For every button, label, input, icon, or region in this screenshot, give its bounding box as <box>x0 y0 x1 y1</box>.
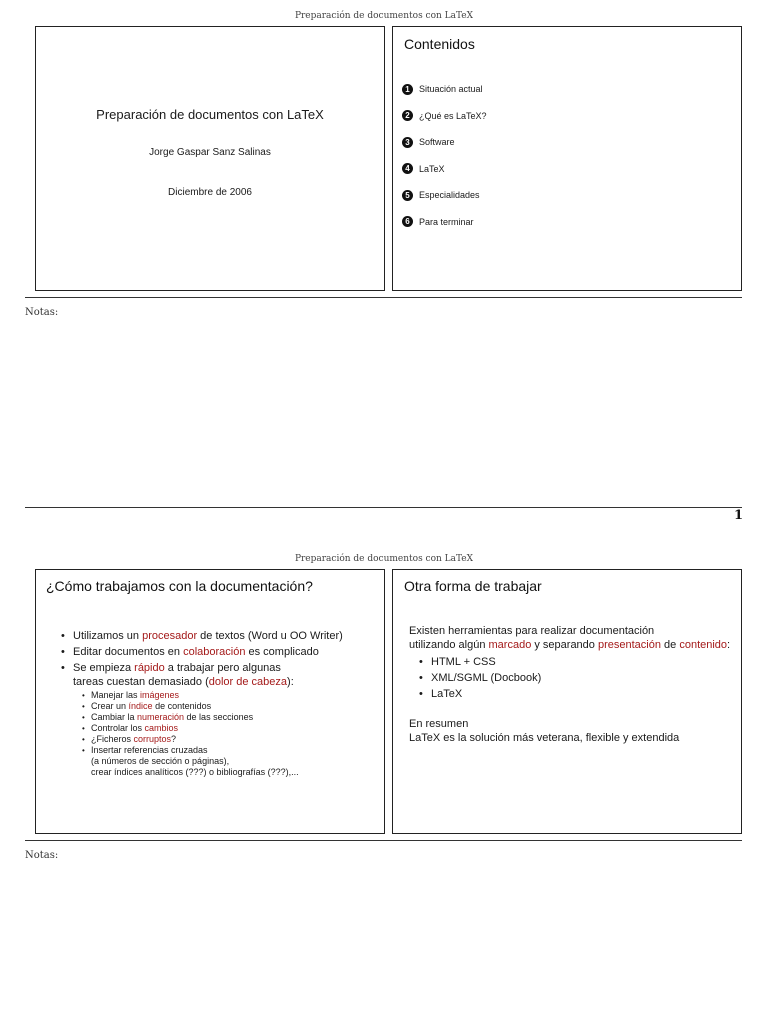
list-item: • LaTeX <box>417 687 717 701</box>
toc-label: LaTeX <box>419 163 445 174</box>
summary-body: LaTeX es la solución más veterana, flexible y extendida <box>409 732 680 744</box>
list-item: • Cambiar la numeración de las secciones <box>81 712 379 723</box>
toc-label: Software <box>419 137 455 147</box>
toc-label: Situación actual <box>419 84 483 94</box>
intro-text: Existen herramientas para realizar documentación utilizando algún marcado y separando presentación de contenido: <box>409 625 731 651</box>
page-bottom-divider <box>25 507 742 508</box>
number-badge: 4 <box>402 163 413 174</box>
list-item: • Crear un índice de contenidos <box>81 701 379 712</box>
slide-title: ¿Cómo trabajamos con la documentación? <box>46 578 313 594</box>
toc-item[interactable] <box>402 135 487 149</box>
list-item: • Insertar referencias cruzadas (a números de sección o páginas), crear índices analíticos (???) o bibliografías (???),... <box>81 745 379 778</box>
title-slide <box>35 26 385 291</box>
notes-label: Notas: <box>25 850 59 861</box>
sub-list <box>81 690 379 778</box>
date: Diciembre de 2006 <box>168 187 252 198</box>
list-item: • ¿Ficheros corruptos? <box>81 734 379 745</box>
summary-title: En resumen <box>409 718 469 730</box>
toc-item[interactable] <box>402 215 487 229</box>
number-badge: 6 <box>402 216 413 227</box>
page-header: Preparación de documentos con LaTeX <box>294 11 474 21</box>
presentation-title: Preparación de documentos con LaTeX <box>96 107 324 122</box>
bullet-list <box>59 629 379 778</box>
slide-title: Contenidos <box>404 36 475 52</box>
how-we-work-slide <box>35 569 385 834</box>
tools-list <box>417 655 717 701</box>
author: Jorge Gaspar Sanz Salinas <box>149 147 271 158</box>
number-badge: 5 <box>402 190 413 201</box>
list-item: • XML/SGML (Docbook) <box>417 671 717 685</box>
toc-slide <box>392 26 742 291</box>
notes-divider <box>25 297 742 298</box>
list-item: • Se empieza rápido a trabajar pero algunas tareas cuestan demasiado (dolor de cabeza): • Manejar las imágenes • Crear un índice de contenidos • Cambiar la numeración de las secciones • Controlar los cambios • ¿Ficheros corruptos? • Insertar referencias cruzadas (a números de sección o páginas), crear índices analíticos (???) o bibliografías (???),... <box>59 661 379 778</box>
toc-item[interactable] <box>402 162 487 176</box>
number-badge: 2 <box>402 110 413 121</box>
toc-label: Especialidades <box>419 190 480 200</box>
toc-label: ¿Qué es LaTeX? <box>419 110 487 121</box>
list-item: • HTML + CSS <box>417 655 717 669</box>
toc-item[interactable] <box>402 82 487 96</box>
page-header: Preparación de documentos con LaTeX <box>294 554 474 564</box>
other-way-slide <box>392 569 742 834</box>
number-badge: 3 <box>402 137 413 148</box>
notes-divider <box>25 840 742 841</box>
number-badge: 1 <box>402 84 413 95</box>
slide-title: Otra forma de trabajar <box>404 578 542 594</box>
toc-item[interactable] <box>402 109 487 123</box>
list-item: • Utilizamos un procesador de textos (Word u OO Writer) <box>59 629 379 643</box>
list-item: • Controlar los cambios <box>81 723 379 734</box>
list-item: • Editar documentos en colaboración es complicado <box>59 645 379 659</box>
toc-list <box>402 82 487 229</box>
list-item: • Manejar las imágenes <box>81 690 379 701</box>
summary <box>409 717 739 745</box>
page-number: 1 <box>734 508 744 523</box>
toc-label: Para terminar <box>419 216 474 227</box>
notes-label: Notas: <box>25 307 59 318</box>
toc-item[interactable] <box>402 188 487 202</box>
